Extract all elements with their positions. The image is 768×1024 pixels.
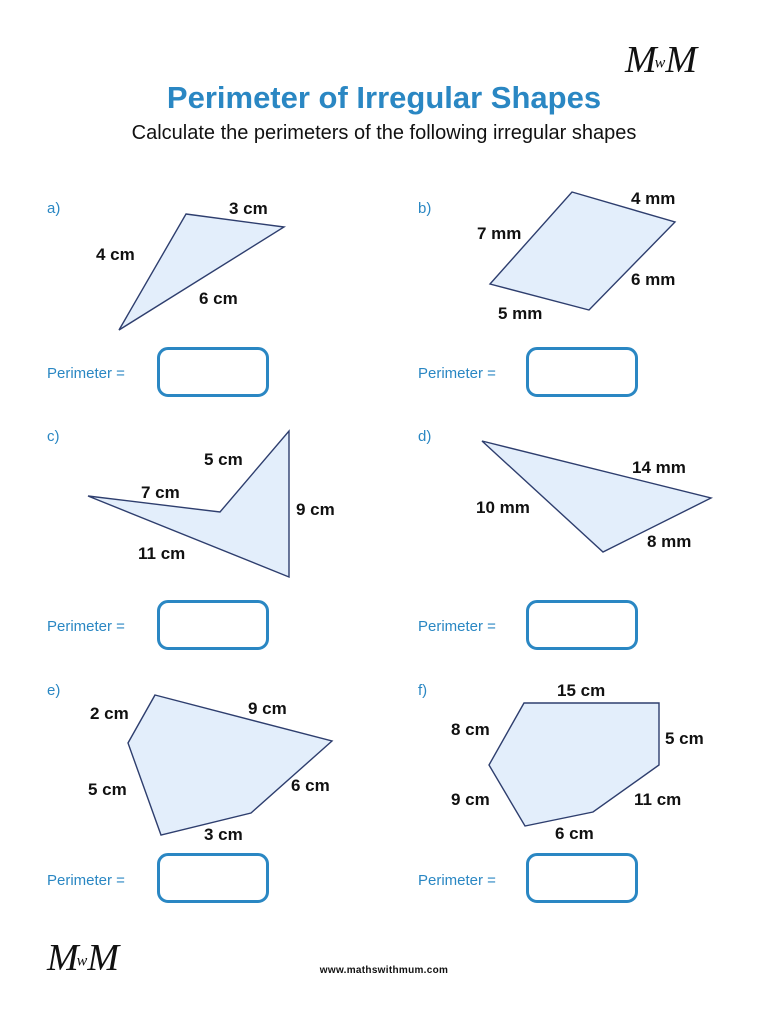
shape-c-edge-upper-left: 7 cm [141,483,180,502]
shape-e-pentagon [128,695,332,835]
shape-a-triangle [119,214,284,330]
shape-f-edge-bottom: 6 cm [555,824,594,843]
perimeter-label-a: Perimeter = [47,365,125,382]
shape-b-edge-right: 6 mm [631,270,676,289]
perimeter-label-c: Perimeter = [47,618,125,635]
shape-d-edge-bottom: 8 mm [647,532,692,551]
perimeter-label-d: Perimeter = [418,618,496,635]
question-label-a: a) [47,200,61,217]
shape-b-edge-bottom: 5 mm [498,304,543,323]
page-subtitle: Calculate the perimeters of the following irregular shapes [131,122,637,144]
shape-f-edge-bottom-right: 11 cm [634,790,682,809]
question-label-c: c) [47,428,60,445]
shape-d-edge-top: 14 mm [632,458,686,477]
shape-e-edge-top: 9 cm [248,699,287,718]
shape-f-edge-bottom-left: 9 cm [451,790,490,809]
page-title: Perimeter of Irregular Shapes [166,80,602,115]
logo-top: MwM [625,39,695,81]
question-label-b: b) [418,200,432,217]
shape-e-edge-top-left: 2 cm [90,704,129,723]
logo-text-left: M [625,39,655,81]
shape-a-edge-top: 3 cm [229,199,268,218]
shape-c-edge-right: 9 cm [296,500,335,519]
answer-box-e[interactable] [157,853,269,903]
shape-c-edge-upper-right: 5 cm [204,450,243,469]
website-url: www.mathswithmum.com [319,965,449,976]
answer-box-f[interactable] [526,853,638,903]
shape-b-edge-left: 7 mm [477,224,522,243]
question-label-e: e) [47,682,61,699]
perimeter-label-e: Perimeter = [47,872,125,889]
question-label-f: f) [418,682,428,699]
shape-c-edge-bottom: 11 cm [138,544,186,563]
shape-d-edge-left: 10 mm [476,498,530,517]
question-label-d: d) [418,428,432,445]
perimeter-label-b: Perimeter = [418,365,496,382]
answer-box-b[interactable] [526,347,638,397]
shape-b-quadrilateral [490,192,675,310]
answer-box-a[interactable] [157,347,269,397]
answer-box-c[interactable] [157,600,269,650]
answer-box-d[interactable] [526,600,638,650]
perimeter-label-f: Perimeter = [418,872,496,889]
shape-c-concave-quadrilateral [88,431,289,577]
shape-e-edge-right: 6 cm [291,776,330,795]
shape-a-edge-left: 4 cm [96,245,135,264]
shape-f-edge-right: 5 cm [665,729,704,748]
shape-e-edge-left: 5 cm [88,780,127,799]
logo-bottom: MwM [47,937,117,979]
shape-e-edge-bottom: 3 cm [204,825,243,844]
shape-a-edge-bottom: 6 cm [199,289,238,308]
shape-b-edge-top: 4 mm [631,189,676,208]
shape-f-edge-top: 15 cm [557,681,606,700]
shape-f-edge-top-left: 8 cm [451,720,490,739]
